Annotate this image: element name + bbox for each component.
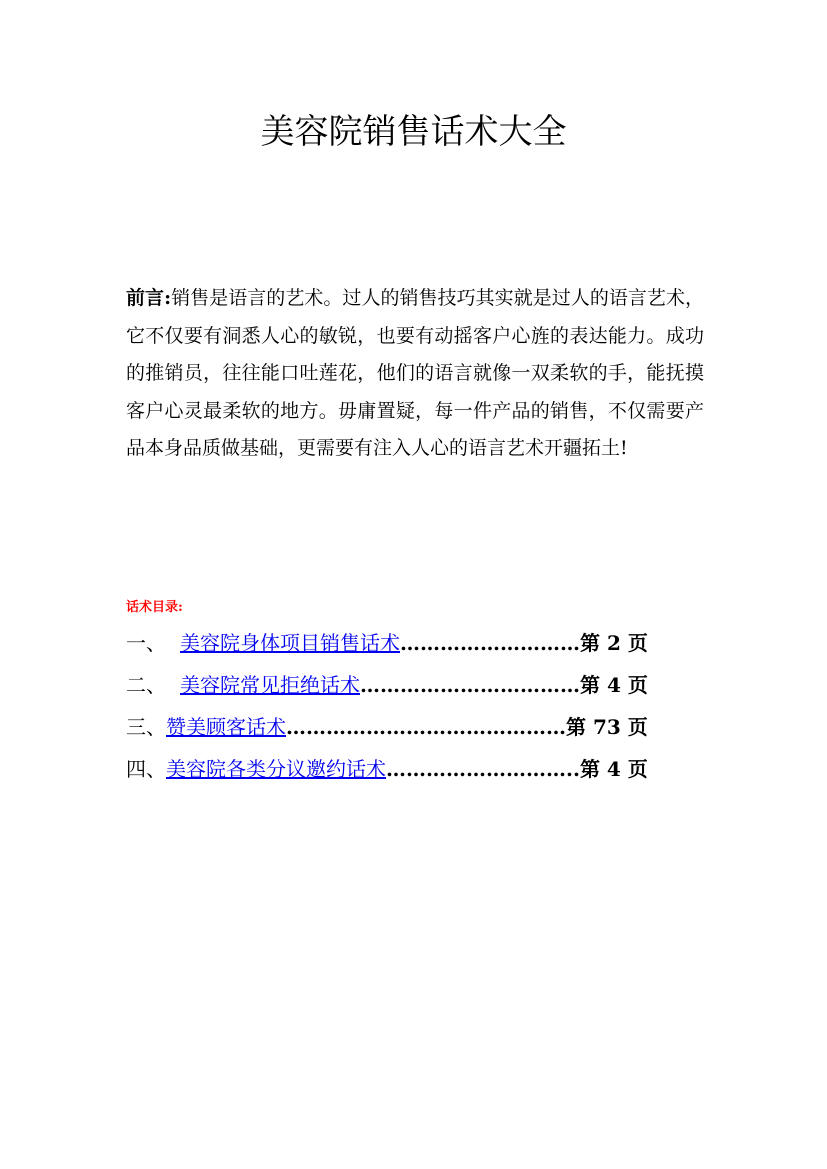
document-title: 美容院销售话术大全: [260, 112, 567, 152]
toc-item-leader: ……………………………: [360, 673, 580, 697]
toc-item-3: [126, 706, 706, 748]
toc-item-leader: ………………………: [400, 631, 580, 655]
toc-item-4: [126, 748, 706, 790]
preface-paragraph: [126, 280, 704, 468]
toc-heading: 话术目录:: [126, 600, 183, 615]
toc-item-2: [126, 664, 706, 706]
toc-item-leader: ………………………..: [386, 757, 580, 781]
toc-item-page: 第 73 页: [566, 715, 648, 739]
toc-item-leader: ……………………………………: [286, 715, 566, 739]
toc-item-number: 四、: [126, 757, 166, 781]
preface-text: 销售是语言的艺术。过人的销售技巧其实就是过人的语言艺术，它不仅要有洞悉人心的敏锐，也要有动摇客户心旌的表达能力。成功的推销员，往往能口吐莲花，他们的语言就像一双柔软的手，能抚摸客户心灵最柔软的地方。毋庸置疑，每一件产品的销售，不仅需要产品本身品质做基础，更需要有注入人心的语言艺术开疆拓土!: [126, 287, 704, 459]
toc-item-page: 第 2 页: [580, 631, 648, 655]
preface-label: 前言:: [126, 287, 172, 309]
toc-link-praise-customers[interactable]: 赞美顾客话术: [166, 715, 286, 739]
toc-item-page: 第 4 页: [579, 757, 648, 781]
toc-item-1: [126, 622, 706, 664]
toc-item-number: 二、: [126, 673, 166, 697]
toc-link-invitations[interactable]: 美容院各类分议邀约话术: [166, 757, 386, 781]
toc-link-common-rejections[interactable]: 美容院常见拒绝话术: [180, 673, 360, 697]
toc-item-page: 第 4 页: [580, 673, 648, 697]
table-of-contents: [126, 622, 706, 790]
toc-link-body-treatment-sales[interactable]: 美容院身体项目销售话术: [180, 631, 400, 655]
toc-item-number: 一、: [126, 631, 166, 655]
toc-item-number: 三、: [126, 715, 166, 739]
